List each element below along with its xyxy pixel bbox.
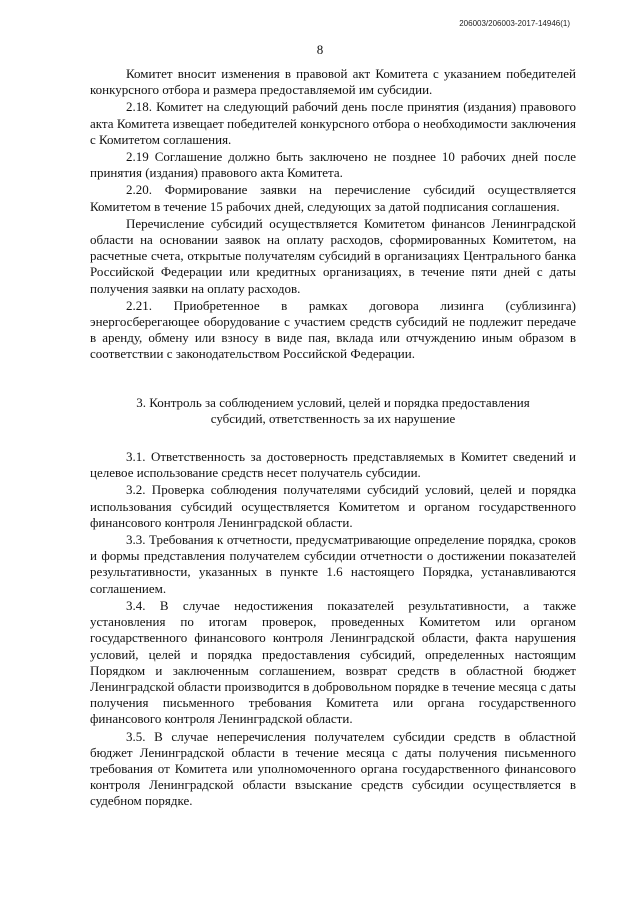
section-3-heading [90,395,576,427]
paragraph-transfer: Перечисление субсидий осуществляется Комитетом финансов Ленинградской области на основании заявок на оплату расходов, сформированных Комитетом, на расчетные счета, открытые получателям субсидий в организациях Центрального банка Российской Федерации или кредитных организациях, в течение пяти дней с даты получения заявки на оплату расходов. [90,215,576,296]
paragraph-2-20: 2.20. Формирование заявки на перечисление субсидий осуществляется Комитетом в течение 15 рабочих дней, следующих за датой подписания соглашения. [90,182,576,214]
paragraph-2-19: 2.19 Соглашение должно быть заключено не позднее 10 рабочих дней после принятия (издания) правового акта Комитета. [90,149,576,181]
page-number: 8 [316,42,324,57]
paragraph-3-3: 3.3. Требования к отчетности, предусматривающие определение порядка, сроков и формы представления получателем субсидии отчетности о достижении показателей результативности, указанных в пункте 1.6 настоящего Порядка, устанавливаются соглашением. [90,532,576,596]
paragraph: Комитет вносит изменения в правовой акт Комитета с указанием победителей конкурсного отбора и размера предоставляемой им субсидии. [90,66,576,98]
paragraph-2-18: 2.18. Комитет на следующий рабочий день после принятия (издания) правового акта Комитета извещает победителей конкурсного отбора о необходимости заключения с Комитетом соглашения. [90,99,576,147]
page-body [90,66,576,810]
section-3-title-line-2: субсидий, ответственность за их нарушение [210,410,456,426]
paragraph-3-1: 3.1. Ответственность за достоверность представляемых в Комитет сведений и целевое использование средств несет получатель субсидии. [90,449,576,481]
paragraph-3-2: 3.2. Проверка соблюдения получателями субсидий условий, целей и порядка использования субсидий осуществляется Комитетом и органом государственного финансового контроля Ленинградской области. [90,482,576,530]
paragraph-3-5: 3.5. В случае неперечисления получателем субсидии средств в областной бюджет Ленинградской области в течение месяца с даты получения письменного требования от Комитета или уполномоченного органа государственного финансового контроля Ленинградской области взыскание средств субсидии осуществляется в судебном порядке. [90,728,576,809]
paragraph-3-4: 3.4. В случае недостижения показателей результативности, а также установления по итогам проверок, проведенных Комитетом или органом государственного финансового контроля Ленинградской области, факта нарушения условий, целей и порядка предоставления субсидий, определенных настоящим Порядком и заключенным соглашением, возврат средств в областной бюджет Ленинградской области производится в добровольном порядке в течение месяца с даты получения письменного требования Комитета или органа государственного финансового контроля Ленинградской области. [90,597,576,727]
document-id: 206003/206003-2017-14946(1) [459,19,570,28]
paragraph-2-21: 2.21. Приобретенное в рамках договора лизинга (сублизинга) энергосберегающее оборудование с участием средств субсидий не подлежит передаче в аренду, обмену или взносу в виде пая, вклада или отчуждению иным образом в соответствии с законодательством Российской Федерации. [90,297,576,362]
section-3-title-line-1: 3. Контроль за соблюдением условий, целей и порядка предоставления [136,394,530,410]
